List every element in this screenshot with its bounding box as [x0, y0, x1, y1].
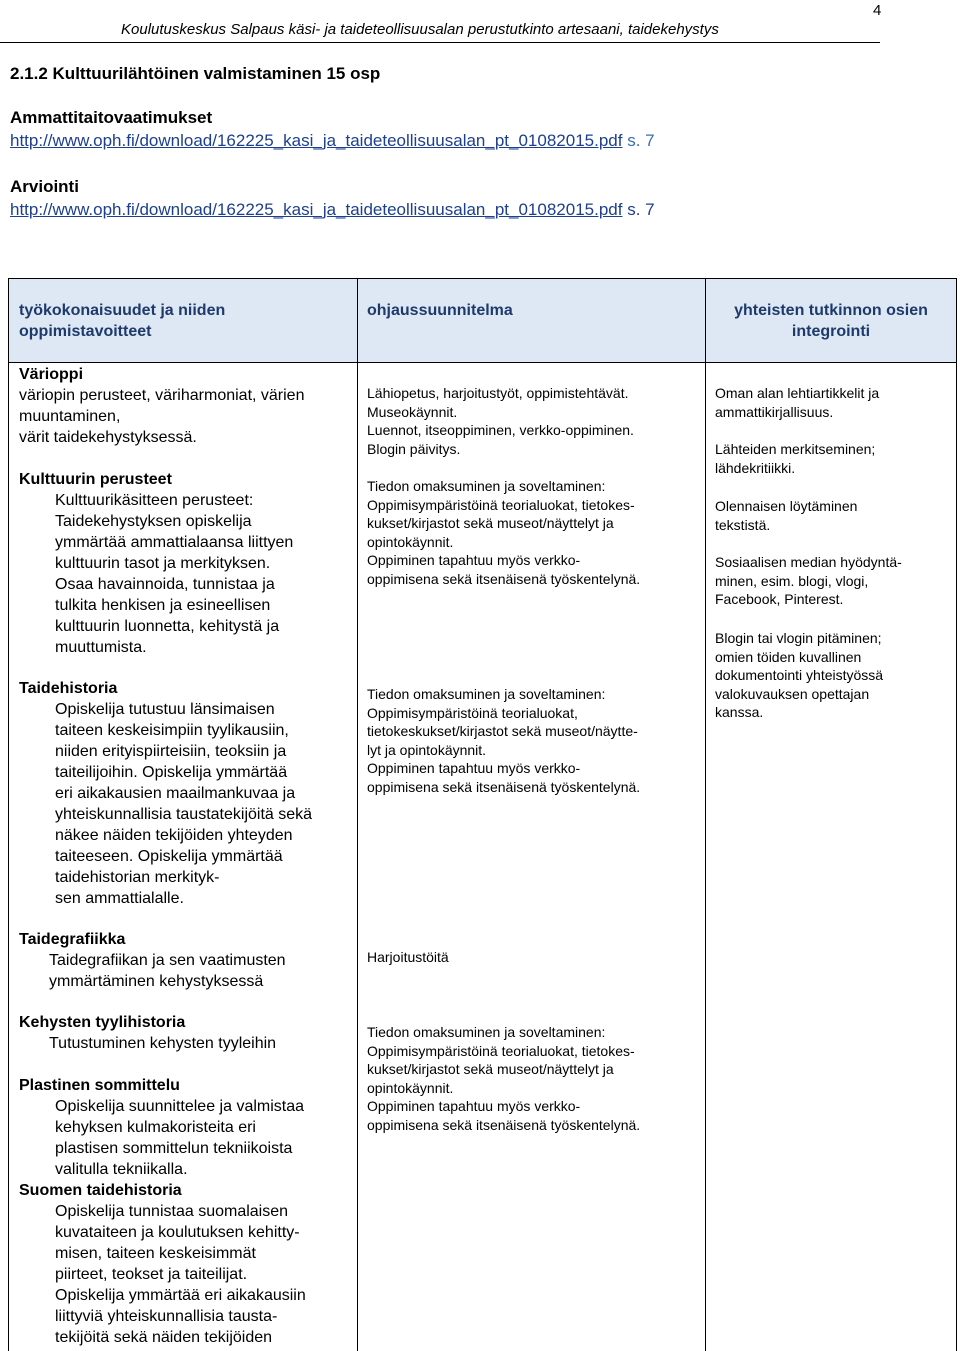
- column-header-integration: yhteisten tutkinnon osien integrointi: [734, 302, 928, 340]
- table-column-divider-2: [705, 278, 706, 1351]
- table-left-border: [8, 278, 9, 1351]
- block-varioppi: Värioppi väriopin perusteet, väriharmoniat, värien muuntaminen, värit taidekehystyksessä.: [19, 366, 305, 446]
- requirements-heading: Ammattitaitovaatimukset: [10, 108, 213, 127]
- requirements-link[interactable]: http://www.oph.fi/download/162225_kasi_ja_taideteollisuusalan_pt_01082015.pdf: [10, 131, 623, 150]
- block-taidegrafiikka: Taidegrafiikka Taidegrafiikan ja sen vaatimusten ymmärtäminen kehystyksessä: [19, 931, 286, 990]
- integration-block-social-media: Sosiaalisen median hyödyntä- minen, esim. blogi, vlogi, Facebook, Pinterest.: [715, 554, 902, 607]
- topic-title: Värioppi: [19, 366, 84, 383]
- table-column-divider-1: [357, 278, 358, 1351]
- block-kulttuurin-perusteet: Kulttuurin perusteet Kulttuurikäsitteen perusteet: Taidekehystyksen opiskelija ymmärtää ammattialaansa liittyen kulttuurin tasot ja merkityksen. Osaa havainnoida, tunnistaa ja tulkita henkisen ja esineellisen kulttuurin luonnetta, kehitystä ja muuttumista.: [19, 471, 294, 656]
- block-suomen-taidehistoria: Suomen taidehistoria Opiskelija tunnistaa suomalaisen kuvataiteen ja koulutuksen kehitty- misen, taiteen keskeisimmät piirteet, teokset ja taiteilijat. Opiskelija ymmärtää eri aikakausiin liittyviä yhteiskunnallisia tausta- tekijöitä sekä näiden tekijöiden: [19, 1182, 306, 1346]
- assessment-heading: Arviointi: [10, 177, 79, 196]
- column-header-guidance-plan: ohjaussuunnitelma: [367, 302, 513, 319]
- assessment-page-ref: s. 7: [627, 200, 655, 219]
- plan-block-environments-1: Tiedon omaksuminen ja soveltaminen: Oppimisympäristöinä teorialuokat, tietokes- kukset/kirjastot sekä museot/näyttelyt ja opintokäynnit. Oppiminen tapahtuu myös verkko- oppimisena sekä itsenäisenä työskentelynä.: [367, 478, 641, 587]
- header-rule: [0, 42, 880, 43]
- integration-block-articles: Oman alan lehtiartikkelit ja ammattikirjallisuus.: [715, 385, 880, 420]
- assessment-link[interactable]: http://www.oph.fi/download/162225_kasi_ja_taideteollisuusalan_pt_01082015.pdf: [10, 200, 623, 219]
- block-kehysten-tyylihistoria: Kehysten tyylihistoria Tutustuminen kehysten tyyleihin: [19, 1014, 277, 1052]
- integration-block-essentials: Olennaisen löytäminen tekstistä.: [715, 498, 858, 533]
- section-title: 2.1.2 Kulttuurilähtöinen valmistaminen 15 osp: [10, 64, 381, 83]
- plan-block-environments-3: Tiedon omaksuminen ja soveltaminen: Oppimisympäristöinä teorialuokat, tietokes- kukset/kirjastot sekä museot/näyttelyt ja opintokäynnit. Oppiminen tapahtuu myös verkko- oppimisena sekä itsenäisenä työskentelynä.: [367, 1024, 641, 1133]
- integration-block-blog: Blogin tai vlogin pitäminen; omien töiden kuvallinen dokumentointi yhteistyössä valokuvauksen opettajan kanssa.: [715, 630, 884, 720]
- topic-title: Taidegrafiikka: [19, 931, 126, 948]
- page-number: 4: [873, 2, 882, 19]
- topic-title: Kehysten tyylihistoria: [19, 1014, 186, 1031]
- block-plastinen-sommittelu: Plastinen sommittelu Opiskelija suunnittelee ja valmistaa kehyksen kulmakoristeita eri plastisen sommittelun tekniikoista valitulla tekniikalla.: [19, 1077, 305, 1178]
- topic-title: Kulttuurin perusteet: [19, 471, 172, 488]
- table-top-border: [8, 278, 957, 279]
- column-header-work-units: työkokonaisuudet ja niiden oppimistavoitteet: [19, 302, 226, 340]
- block-taidehistoria: Taidehistoria Opiskelija tutustuu länsimaisen taiteen keskeisimpiin tyylikausiin, niiden erityispiirteisiin, teoksiin ja taiteilijoihin. Opiskelija ymmärtää eri aikakausien maailmankuvaa ja yhteiskunnallisia taustatekijöitä sekä näkee näiden tekijöiden yhteyden taiteeseen. Opiskelija ymmärtää taidehistorian merkityk- sen ammattialalle.: [19, 680, 313, 907]
- integration-block-sources: Lähteiden merkitseminen; lähdekritiikki.: [715, 441, 876, 476]
- requirements-page-ref: s. 7: [627, 131, 655, 150]
- topic-title: Taidehistoria: [19, 680, 118, 697]
- assessment-link-line: [10, 200, 655, 220]
- plan-block-exercises: Harjoitustöitä: [367, 949, 449, 965]
- running-header: Koulutuskeskus Salpaus käsi- ja taideteollisuusalan perustutkinto artesaani, taidekehystys: [121, 21, 719, 38]
- plan-block-environments-2: Tiedon omaksuminen ja soveltaminen: Oppimisympäristöinä teorialuokat, tietokeskukset/kirjastot sekä museot/näytte- lyt ja opintokäynnit. Oppiminen tapahtuu myös verkko- oppimisena sekä itsenäisenä työskentelynä.: [367, 686, 641, 795]
- plan-block-methods: Lähiopetus, harjoitustyöt, oppimistehtävät. Museokäynnit. Luennot, itseoppiminen, verkko-oppiminen. Blogin päivitys.: [367, 385, 634, 457]
- topic-title: Suomen taidehistoria: [19, 1182, 182, 1199]
- table-header-divider: [8, 362, 957, 363]
- table-right-border: [956, 278, 957, 1351]
- topic-title: Plastinen sommittelu: [19, 1077, 180, 1094]
- requirements-link-line: [10, 131, 655, 151]
